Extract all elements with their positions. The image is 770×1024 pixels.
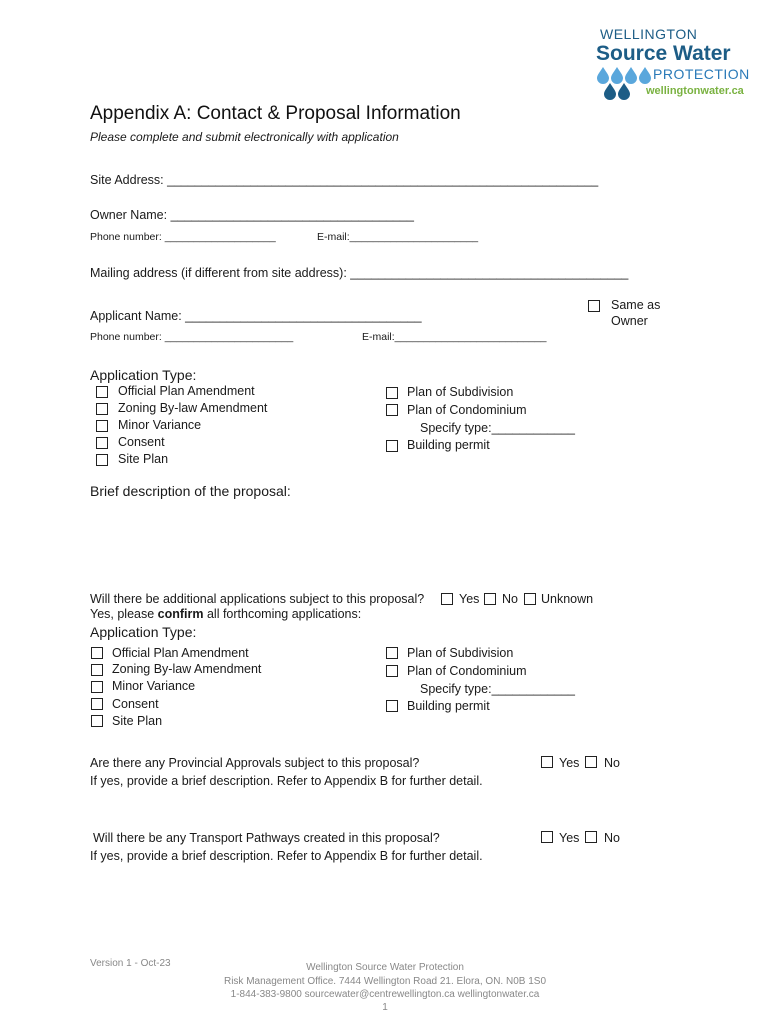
applicant-email-field[interactable]: E-mail:__________________________ (362, 331, 547, 343)
consent-checkbox-2[interactable] (91, 698, 103, 710)
transport-pathways-question: Will there be any Transport Pathways created in this proposal? (93, 831, 440, 845)
provincial-approvals-question: Are there any Provincial Approvals subject to this proposal? (90, 756, 420, 770)
official-plan-checkbox-1[interactable] (96, 386, 108, 398)
additional-applications-question: Will there be additional applications subject to this proposal? (90, 592, 425, 606)
transport-no-label: No (604, 831, 620, 845)
specify-type-field-2[interactable]: Specify type:____________ (420, 682, 575, 696)
footer-version: Version 1 - Oct-23 (90, 958, 171, 969)
footer-org: Wellington Source Water Protection (306, 962, 464, 973)
plan-of-condominium-checkbox-2[interactable] (386, 665, 398, 677)
additional-unknown-label: Unknown (541, 592, 594, 606)
consent-checkbox-1[interactable] (96, 437, 108, 449)
same-as-label-1: Same as (611, 298, 661, 312)
plan-of-subdivision-label-1: Plan of Subdivision (407, 385, 514, 399)
applicant-phone-field[interactable]: Phone number: ______________________ (90, 331, 294, 343)
page-number: 1 (382, 1002, 388, 1013)
provincial-yes-label: Yes (559, 756, 580, 770)
logo-url: wellingtonwater.ca (646, 85, 744, 97)
logo-line-2: Source Water (596, 42, 731, 65)
additional-yes-checkbox[interactable] (441, 593, 453, 605)
zoning-label-1: Zoning By-law Amendment (118, 401, 268, 415)
page-title: Appendix A: Contact & Proposal Information (90, 103, 461, 124)
logo-line-1: WELLINGTON (600, 26, 698, 42)
same-as-label-2: Owner (611, 314, 648, 328)
consent-label-1: Consent (118, 435, 165, 449)
zoning-label-2: Zoning By-law Amendment (112, 662, 262, 676)
building-permit-checkbox-1[interactable] (386, 440, 398, 452)
building-permit-label-1: Building permit (407, 438, 490, 452)
applicant-name-field[interactable]: Applicant Name: __________________________________ (90, 309, 422, 323)
provincial-no-label: No (604, 756, 620, 770)
site-plan-label-2: Site Plan (112, 714, 163, 728)
additional-yes-label: Yes (459, 592, 480, 606)
consent-label-2: Consent (112, 697, 159, 711)
site-address-field[interactable]: Site Address: ______________________________________________________________ (90, 173, 599, 187)
site-plan-checkbox-1[interactable] (96, 454, 108, 466)
building-permit-label-2: Building permit (407, 699, 490, 713)
confirm-applications-text: Yes, please confirm all forthcoming applications: (90, 607, 362, 621)
minor-variance-label-1: Minor Variance (118, 418, 202, 432)
footer-contact: 1-844-383-9800 sourcewater@centrewellington.ca wellingtonwater.ca (230, 989, 540, 1000)
plan-of-condominium-checkbox-1[interactable] (386, 404, 398, 416)
owner-email-field[interactable]: E-mail:______________________ (317, 231, 479, 243)
provincial-yes-checkbox[interactable] (541, 756, 553, 768)
official-plan-label-2: Official Plan Amendment (112, 646, 249, 660)
owner-phone-field[interactable]: Phone number: ___________________ (90, 231, 276, 243)
additional-no-label: No (502, 592, 518, 606)
zoning-checkbox-1[interactable] (96, 403, 108, 415)
additional-unknown-checkbox[interactable] (524, 593, 536, 605)
provincial-no-checkbox[interactable] (585, 756, 597, 768)
site-plan-label-1: Site Plan (118, 452, 169, 466)
brief-description-label: Brief description of the proposal: (90, 483, 291, 499)
logo-line-3: PROTECTION (653, 66, 750, 82)
application-type-heading-1: Application Type: (90, 367, 197, 383)
plan-of-condominium-label-2: Plan of Condominium (407, 664, 527, 678)
provincial-approvals-detail: If yes, provide a brief description. Refer to Appendix B for further detail. (90, 774, 483, 788)
application-type-heading-2: Application Type: (90, 624, 197, 640)
same-as-owner-checkbox[interactable] (588, 300, 600, 312)
transport-no-checkbox[interactable] (585, 831, 597, 843)
minor-variance-checkbox-1[interactable] (96, 420, 108, 432)
brief-description-area[interactable] (90, 503, 680, 583)
owner-name-field[interactable]: Owner Name: ___________________________________ (90, 208, 414, 222)
official-plan-checkbox-2[interactable] (91, 647, 103, 659)
transport-yes-label: Yes (559, 831, 580, 845)
specify-type-field-1[interactable]: Specify type:____________ (420, 421, 575, 435)
minor-variance-label-2: Minor Variance (112, 679, 196, 693)
plan-of-condominium-label-1: Plan of Condominium (407, 403, 527, 417)
additional-no-checkbox[interactable] (484, 593, 496, 605)
building-permit-checkbox-2[interactable] (386, 700, 398, 712)
footer-address: Risk Management Office. 7444 Wellington Road 21. Elora, ON. N0B 1S0 (223, 976, 547, 987)
plan-of-subdivision-checkbox-1[interactable] (386, 387, 398, 399)
zoning-checkbox-2[interactable] (91, 664, 103, 676)
page-subtitle: Please complete and submit electronically with application (90, 130, 399, 144)
plan-of-subdivision-label-2: Plan of Subdivision (407, 646, 514, 660)
official-plan-label-1: Official Plan Amendment (118, 384, 255, 398)
minor-variance-checkbox-2[interactable] (91, 681, 103, 693)
mailing-address-field[interactable]: Mailing address (if different from site address): ________________________________________ (90, 266, 629, 280)
transport-pathways-detail: If yes, provide a brief description. Refer to Appendix B for further detail. (90, 849, 483, 863)
site-plan-checkbox-2[interactable] (91, 715, 103, 727)
plan-of-subdivision-checkbox-2[interactable] (386, 647, 398, 659)
transport-yes-checkbox[interactable] (541, 831, 553, 843)
